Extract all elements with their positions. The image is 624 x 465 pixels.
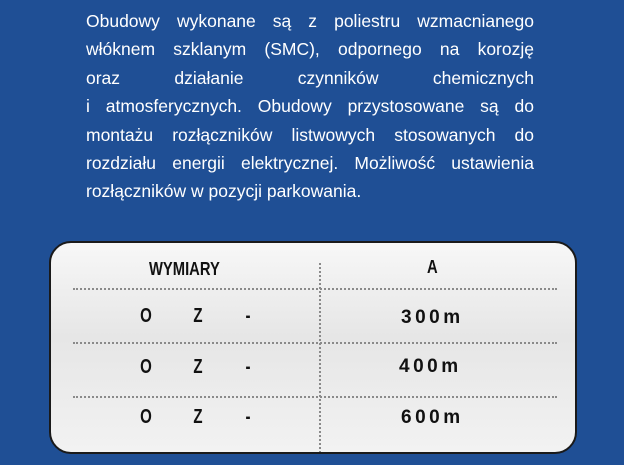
dimensions-header: WYMIARY: [149, 259, 220, 279]
description-line: oraz działanie czynników chemicznych: [86, 67, 534, 88]
code-cell: -: [245, 406, 251, 428]
code-cell: O: [140, 305, 152, 327]
description-line: montażu rozłączników listwowych stosowanych do: [86, 124, 534, 145]
code-cell: O: [140, 406, 152, 428]
code-cell: Z: [193, 356, 203, 378]
code-cell: -: [245, 356, 251, 378]
value-a-cell: 300m: [401, 307, 464, 328]
code-cell: O: [140, 356, 152, 378]
code-cell: Z: [193, 406, 203, 428]
product-description: [86, 7, 534, 206]
code-cell: Z: [193, 305, 203, 327]
value-a-cell: 600m: [401, 407, 464, 428]
row-divider: [73, 396, 557, 398]
value-a-cell: 400m: [399, 356, 462, 377]
description-line: rozłączników w pozycji parkowania.: [86, 181, 362, 202]
column-divider: [319, 263, 321, 453]
code-cell: -: [245, 305, 251, 327]
dimensions-table: [49, 241, 577, 454]
row-divider: [73, 288, 557, 290]
column-a-header: A: [427, 257, 438, 277]
description-line: i atmosferycznych. Obudowy przystosowane są do: [86, 96, 534, 117]
description-line: rozdziału energii elektrycznej. Możliwość ustawienia: [86, 153, 534, 174]
row-divider: [73, 342, 557, 344]
description-line: Obudowy wykonane są z poliestru wzmacnianego: [86, 11, 534, 31]
description-line: włóknem szklanym (SMC), odpornego na korozję: [86, 39, 534, 60]
